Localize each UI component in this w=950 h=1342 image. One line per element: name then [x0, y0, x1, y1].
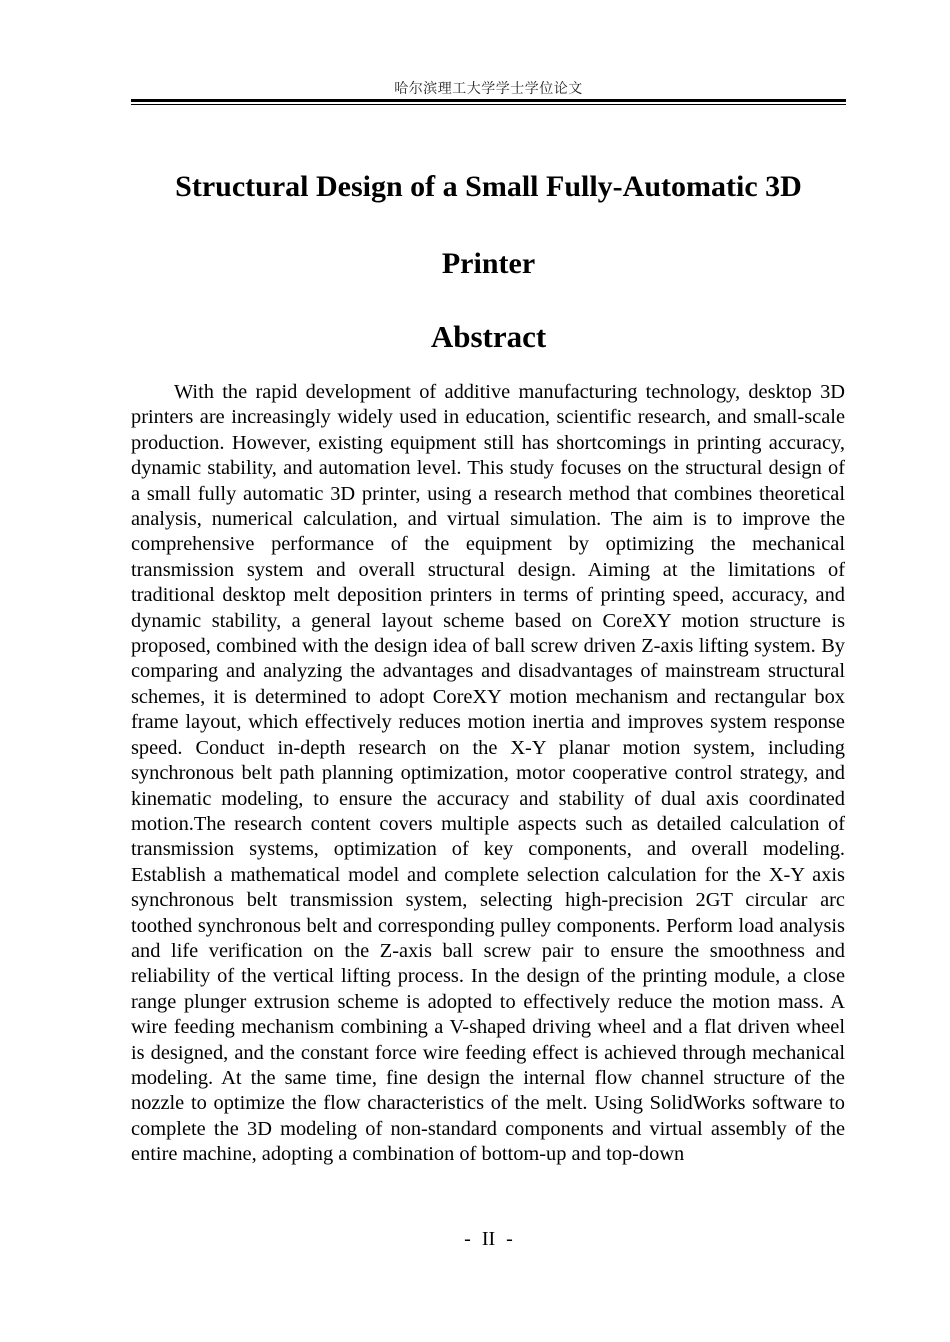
page-number: - II -: [464, 1228, 513, 1250]
running-header: 哈尔滨理工大学学士学位论文: [394, 81, 583, 97]
header-rule-thin: [131, 104, 846, 105]
header-rule-thick: [131, 99, 846, 102]
paper-title: Structural Design of a Small Fully-Automatic 3D Printer: [175, 170, 802, 280]
abstract-paragraph: With the rapid development of additive manufacturing technology, desktop 3D printers are increasingly widely used in education, scientific research, and small-scale production. However, existing equipment still has shortcomings in printing accuracy, dynamic stability, and automation level. This study focuses on the structural design of a small fully automatic 3D printer, using a research method that combines theoretical analysis, numerical calculation, and virtual simulation. The aim is to improve the comprehensive performance of the equipment by optimizing the mechanical transmission system and overall structural design. Aiming at the limitations of traditional desktop melt deposition printers in terms of printing speed, accuracy, and dynamic stability, a general layout scheme based on CoreXY motion structure is proposed, combined with the design idea of ball screw driven Z-axis lifting system. By comparing and analyzing the advantages and disadvantages of mainstream structural schemes, it is determined to adopt CoreXY motion mechanism and rectangular box frame layout, which effectively reduces motion inertia and improves system response speed. Conduct in-depth research on the X-Y planar motion system, including synchronous belt path planning optimization, motor cooperative control strategy, and kinematic modeling, to ensure the accuracy and stability of dual axis coordinated motion.The research content covers multiple aspects such as detailed calculation of transmission systems, optimization of key components, and overall modeling. Establish a mathematical model and complete selection calculation for the X-Y axis synchronous belt transmission system, selecting high-precision 2GT circular arc toothed synchronous belt and corresponding pulley components. Perform load analysis and life verification on the Z-axis ball screw pair to ensure the smoothness and reliability of the vertical lifting process. In the design of the printing module, a close range plunger extrusion scheme is adopted to effectively reduce the motion mass. A wire feeding mechanism combining a V-shaped driving wheel and a flat driven wheel is designed, and the constant force wire feeding effect is achieved through mechanical modeling. At the same time, fine design the internal flow channel structure of the nozzle to optimize the flow characteristics of the melt. Using SolidWorks software to complete the 3D modeling of non-standard components and virtual assembly of the entire machine, adopting a combination of bottom-up and top-down: [131, 381, 845, 1166]
abstract-heading: Abstract: [430, 319, 547, 354]
